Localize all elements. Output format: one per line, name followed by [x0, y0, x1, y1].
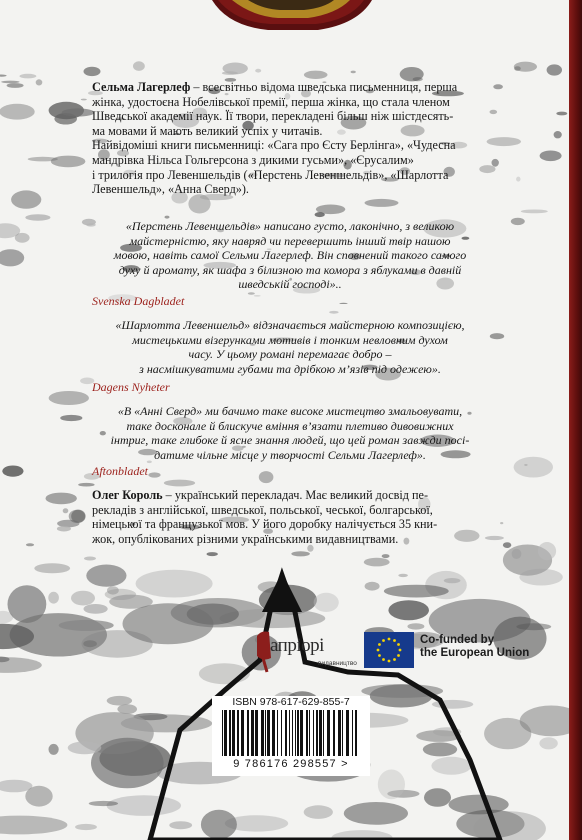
barcode-bar — [297, 710, 299, 756]
book-spine — [569, 0, 582, 840]
barcode-bar — [346, 710, 349, 756]
author-books-line: Левеншельд», «Анна Сверд»). — [92, 182, 249, 197]
barcode-bar — [285, 710, 287, 756]
splatter-mark — [11, 190, 41, 208]
barcode-bar — [265, 710, 266, 756]
splatter-mark — [223, 63, 248, 75]
author-books-line: мандрівка Нільса Гольгерсона з дикими гусьми», «Єрусалим» — [92, 152, 414, 167]
quote-line: «Шарлотта Левеншельд» відзначається майстерною композицією, — [115, 318, 465, 332]
splatter-mark — [89, 801, 118, 806]
barcode-bar — [232, 710, 235, 756]
splatter-mark — [511, 218, 525, 225]
splatter-mark — [91, 738, 164, 789]
splatter-mark — [68, 741, 102, 754]
barcode-bar — [295, 710, 296, 756]
splatter-mark — [0, 104, 35, 120]
splatter-mark — [384, 585, 449, 598]
splatter-mark — [81, 99, 87, 101]
splatter-mark — [364, 558, 390, 567]
eu-line-2: the European Union — [420, 647, 530, 659]
splatter-mark — [500, 522, 503, 524]
splatter-mark — [15, 233, 30, 243]
splatter-mark — [107, 795, 181, 816]
barcode-bar — [224, 710, 227, 756]
review-quote-1 — [100, 219, 480, 292]
splatter-mark — [20, 74, 37, 79]
quote-line: шведській господі».. — [238, 277, 342, 292]
splatter-mark — [493, 84, 503, 89]
barcode-bar — [229, 710, 231, 756]
quote-line: часу. У цьому романі перемагає добро – — [188, 347, 392, 362]
splatter-mark — [444, 578, 461, 583]
translator-bio-line: – український перекладач. Має великий досвід пе- — [162, 488, 429, 502]
cover-illustration-top — [208, 0, 376, 40]
splatter-mark — [314, 593, 339, 612]
eu-star — [388, 638, 391, 641]
author-bio-line: жінка, удостоєна Нобелівської премії, перша жінка, що стала членом — [92, 94, 450, 109]
barcode-bar — [313, 710, 314, 756]
splatter-mark — [351, 71, 356, 74]
translator-section — [92, 488, 484, 546]
barcode-area — [212, 696, 370, 776]
quote-line: мовою, навіть самої Сельми Лагерлеф. Він сповнений такого самого — [113, 248, 467, 263]
splatter-mark — [86, 223, 96, 226]
barcode-bar — [222, 710, 223, 756]
splatter-mark — [28, 157, 58, 162]
quote-line: «В «Анні Сверд» ми бачимо таке високе мистецтво змальовувати, — [117, 404, 463, 418]
eu-star — [377, 649, 380, 652]
isbn-label: ISBN 978-617-629-855-7 — [232, 696, 350, 708]
quote-line: майстерністю, яку навряд чи перевершить інший твір нашою — [129, 233, 451, 248]
splatter-mark — [78, 483, 94, 487]
author-bio-line: ма мовами й мають великий успіх у читачів. — [92, 123, 323, 138]
splatter-mark — [148, 472, 160, 477]
barcode-bar — [281, 710, 282, 756]
translator-bio-line: жок, опублікованих різними українськими видавництвами. — [92, 531, 399, 546]
eu-star — [397, 654, 400, 657]
splatter-mark — [75, 824, 97, 830]
quote-line: «Перстень Левеншельдів» написано густо, лаконічно, з великою — [125, 219, 455, 233]
eu-flag-icon — [364, 632, 414, 668]
splatter-mark — [382, 554, 390, 558]
splatter-mark — [398, 574, 408, 577]
splatter-mark — [423, 742, 457, 756]
translator-name: Олег Король — [92, 488, 163, 502]
splatter-mark — [164, 480, 195, 487]
splatter-mark — [344, 802, 408, 825]
splatter-mark — [339, 303, 348, 304]
barcode-bar — [289, 710, 290, 756]
eu-star — [378, 654, 381, 657]
splatter-mark — [490, 110, 498, 114]
splatter-mark — [0, 249, 24, 266]
review-source-1: Svenska Dagbladet — [92, 294, 185, 308]
review-quote-3 — [100, 404, 480, 462]
splatter-mark — [248, 292, 255, 295]
splatter-mark — [25, 214, 50, 220]
eu-star — [388, 660, 391, 663]
splatter-mark — [514, 457, 553, 478]
barcode-bar — [316, 710, 318, 756]
splatter-mark — [84, 604, 108, 614]
author-bio-line: Шведської академії наук. Її твори, перекладені більш ніж шістдесять- — [92, 109, 454, 124]
eu-funding-label — [420, 634, 550, 660]
splatter-mark — [84, 557, 96, 561]
splatter-mark — [316, 205, 345, 215]
eu-star — [382, 658, 385, 661]
splatter-mark — [449, 795, 509, 815]
barcode-bar — [355, 710, 357, 756]
splatter-mark — [57, 526, 71, 532]
eu-star — [382, 639, 385, 642]
eu-star — [397, 643, 400, 646]
splatter-mark — [49, 744, 59, 755]
splatter-mark — [8, 585, 47, 623]
splatter-mark — [84, 67, 101, 76]
splatter-mark — [539, 737, 557, 749]
splatter-mark — [107, 696, 132, 706]
splatter-mark — [540, 151, 562, 162]
splatter-mark — [503, 542, 511, 548]
splatter-mark — [487, 137, 521, 146]
splatter-mark — [136, 570, 213, 598]
barcode-bar — [323, 710, 324, 756]
splatter-mark — [547, 64, 562, 75]
quote-line: з насмішкуватими губами та дрібкою м’язів під одежею». — [139, 361, 441, 376]
quote-line: датиме чільне місце у творчості Сельми Лагерлеф». — [154, 447, 426, 462]
quote-line: таке досконале й блискуче вміння в’язати плетиво дивовижних — [126, 418, 454, 433]
barcode-bar — [352, 710, 353, 756]
splatter-mark — [26, 543, 34, 546]
eu-star — [399, 649, 402, 652]
splatter-mark — [424, 788, 451, 807]
splatter-mark — [0, 657, 42, 673]
barcode-bar — [342, 710, 343, 756]
splatter-mark — [521, 210, 548, 214]
eu-star — [378, 643, 381, 646]
barcode-bar — [319, 710, 322, 756]
review-source-3: Aftonbladet — [92, 464, 148, 478]
splatter-mark — [516, 177, 520, 182]
splatter-mark — [492, 159, 499, 167]
quote-line: мистецькими візерунками мотивів і тонким невловним духом — [132, 332, 448, 347]
splatter-mark — [207, 552, 218, 556]
splatter-mark — [86, 565, 126, 587]
splatter-mark — [0, 75, 7, 77]
splatter-mark — [63, 508, 69, 513]
barcode-bar — [277, 710, 278, 756]
splatter-mark — [484, 718, 531, 749]
splatter-mark — [407, 623, 424, 629]
splatter-mark — [7, 83, 24, 88]
author-books-line: Найвідоміші книги письменниці: «Сага про Єсту Берлінга», «Чудесна — [92, 138, 456, 153]
splatter-mark — [60, 415, 82, 421]
barcode-bar — [333, 710, 335, 756]
splatter-mark — [48, 592, 59, 604]
splatter-mark — [538, 542, 556, 560]
barcode-bar — [237, 710, 239, 756]
splatter-mark — [431, 757, 471, 775]
translator-bio-line: німецької та французької мов. У його доробку налічується 35 кни- — [92, 517, 438, 532]
splatter-mark — [25, 786, 52, 807]
review-source-2: Dagens Nyheter — [92, 380, 170, 394]
barcode-number: 9 786176 298557 > — [233, 758, 349, 770]
splatter-mark — [169, 821, 192, 829]
splatter-mark — [69, 510, 85, 523]
quote-line: духу й аромату, як шафа з білизною та комора з яблуками в давній — [118, 262, 462, 277]
splatter-mark — [59, 620, 114, 631]
splatter-mark — [201, 810, 237, 839]
splatter-mark — [485, 536, 504, 540]
splatter-mark — [556, 112, 567, 116]
splatter-mark — [365, 582, 380, 591]
barcode-bar — [306, 710, 308, 756]
splatter-mark — [2, 466, 23, 477]
barcode-bar — [309, 710, 310, 756]
review-quote-2 — [100, 318, 480, 376]
splatter-mark — [1, 81, 19, 84]
barcode-bar — [327, 710, 330, 756]
barcode-bar — [241, 710, 244, 756]
barcode-icon — [218, 710, 364, 758]
splatter-mark — [490, 333, 504, 339]
splatter-mark — [0, 816, 67, 835]
author-books-line: і трилогія про Левеншельдів («Перстень Левеншельдів», «Шарлотта — [92, 167, 449, 182]
splatter-mark — [329, 311, 339, 314]
barcode-bar — [247, 710, 249, 756]
translator-bio-line: рекладів з англійської, шведської, польської, чеської, болгарської, — [92, 502, 433, 517]
splatter-mark — [291, 551, 310, 556]
splatter-mark — [255, 69, 261, 73]
eu-line-1: Co-funded by — [420, 634, 495, 646]
barcode-bar — [272, 710, 275, 756]
barcode-bar — [267, 710, 270, 756]
splatter-mark — [133, 61, 145, 71]
splatter-mark — [388, 600, 429, 620]
splatter-mark — [36, 79, 43, 85]
quote-line: інтриг, таке глибоке й ясне знання людей, що цей роман завжди посі- — [110, 433, 470, 448]
barcode-bar — [292, 710, 293, 756]
splatter-mark — [304, 71, 328, 79]
splatter-mark — [71, 591, 95, 606]
author-section — [92, 80, 484, 197]
splatter-mark — [46, 493, 77, 505]
splatter-mark — [62, 108, 95, 116]
splatter-mark — [514, 62, 537, 72]
splatter-mark — [254, 295, 261, 296]
publisher-name: апріорі — [270, 635, 324, 656]
barcode-bar — [300, 710, 303, 756]
splatter-mark — [34, 563, 70, 573]
splatter-mark — [123, 603, 214, 644]
barcode-bar — [255, 710, 258, 756]
author-bio-line: – всесвітньо відома шведська письменниця, перша — [190, 80, 458, 94]
splatter-mark — [259, 471, 274, 483]
splatter-mark — [378, 770, 405, 800]
splatter-mark — [105, 589, 136, 600]
barcode-bar — [261, 710, 264, 756]
author-name: Сельма Лагерлеф — [92, 80, 191, 94]
splatter-mark — [49, 391, 89, 405]
splatter-mark — [554, 131, 562, 138]
barcode-bar — [251, 710, 254, 756]
splatter-mark — [51, 156, 86, 168]
eu-star — [393, 639, 396, 642]
eu-star — [393, 658, 396, 661]
splatter-mark — [304, 805, 333, 819]
publisher-subtitle: видавництво — [318, 660, 357, 667]
splatter-mark — [365, 199, 399, 207]
barcode-bar — [338, 710, 341, 756]
